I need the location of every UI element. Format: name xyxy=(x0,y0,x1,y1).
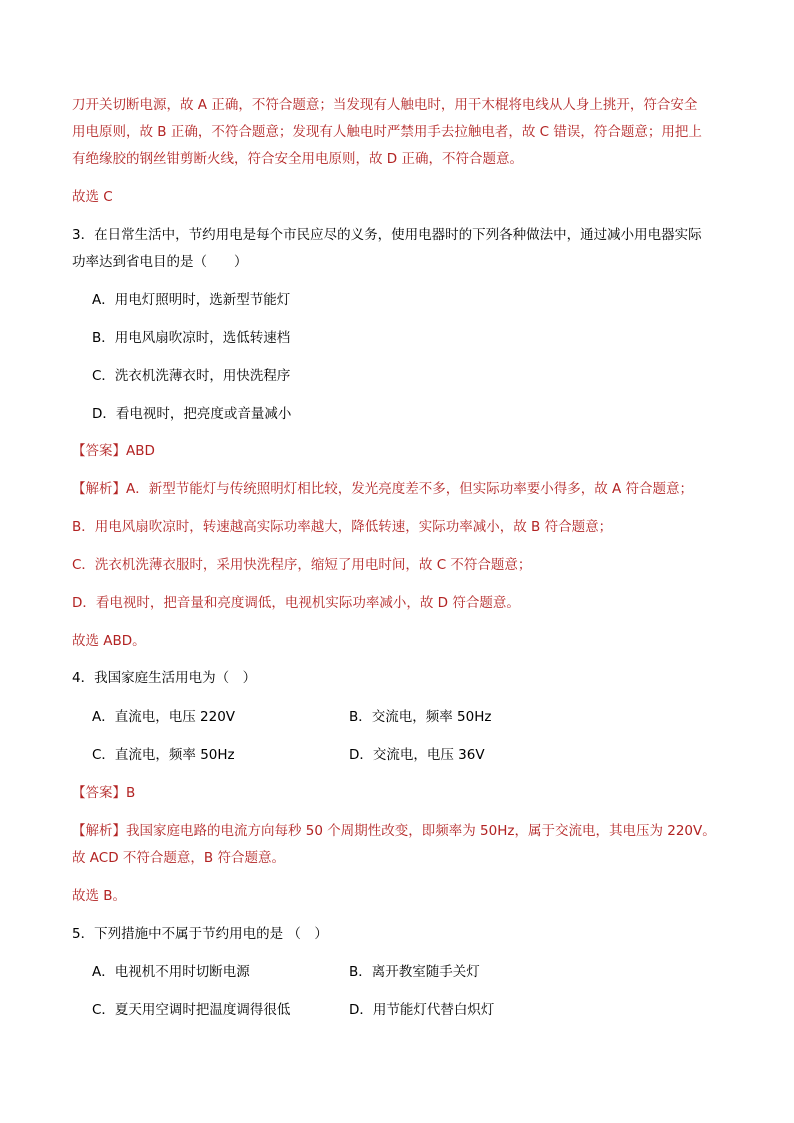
q3-option-b: B．用电风扇吹凉时，选低转速档 xyxy=(92,330,291,346)
q4-option-a: A．直流电，电压 220V xyxy=(92,709,236,725)
q4-answer: 【答案】B xyxy=(72,785,136,801)
q3-stem-line-1: 3．在日常生活中，节约用电是每个市民应尽的义务，使用电器时的下列各种做法中，通过减小用电器实际 xyxy=(72,227,702,243)
q5-stem: 5．下列措施中不属于节约用电的是 （ ） xyxy=(72,926,328,942)
q4-conclusion: 故选 B。 xyxy=(72,888,127,904)
prev-analysis-line-1: 刀开关切断电源，故 A 正确，不符合题意；当发现有人触电时，用干木棍将电线从人身上挑开，符合安全 xyxy=(72,97,698,113)
q3-answer: 【答案】ABD xyxy=(72,443,155,459)
q3-conclusion: 故选 ABD。 xyxy=(72,633,146,649)
q3-stem-line-2: 功率达到省电目的是（ ） xyxy=(72,254,248,270)
q5-option-d: D．用节能灯代替白炽灯 xyxy=(349,1002,495,1018)
q5-option-c: C．夏天用空调时把温度调得很低 xyxy=(92,1002,291,1018)
q3-analysis-line-1: 【解析】A．新型节能灯与传统照明灯相比较，发光亮度差不多，但实际功率要小得多，故 A 符合题意； xyxy=(72,481,694,497)
q4-option-d: D．交流电，电压 36V xyxy=(349,747,485,763)
q4-analysis-line-1: 【解析】我国家庭电路的电流方向每秒 50 个周期性改变，即频率为 50Hz，属于交流电，其电压为 220V。 xyxy=(72,823,716,839)
q5-option-b: B．离开教室随手关灯 xyxy=(349,964,480,980)
q3-option-c: C．洗衣机洗薄衣时，用快洗程序 xyxy=(92,368,291,384)
q5-option-a: A．电视机不用时切断电源 xyxy=(92,964,250,980)
q3-analysis-line-3: C．洗衣机洗薄衣服时，采用快洗程序，缩短了用电时间，故 C 不符合题意； xyxy=(72,557,532,573)
q4-option-b: B．交流电，频率 50Hz xyxy=(349,709,492,725)
q3-option-d: D．看电视时，把亮度或音量减小 xyxy=(92,406,292,422)
prev-analysis-line-3: 有绝缘胶的钢丝钳剪断火线，符合安全用电原则，故 D 正确，不符合题意。 xyxy=(72,151,523,167)
prev-analysis-line-2: 用电原则，故 B 正确，不符合题意；发现有人触电时严禁用手去拉触电者，故 C 错误，符合题意；用把上 xyxy=(72,124,702,140)
q3-analysis-line-4: D．看电视时，把音量和亮度调低，电视机实际功率减小，故 D 符合题意。 xyxy=(72,595,520,611)
q4-analysis-line-2: 故 ACD 不符合题意，B 符合题意。 xyxy=(72,850,285,866)
q4-stem: 4．我国家庭生活用电为（ ） xyxy=(72,670,257,686)
q4-option-c: C．直流电，频率 50Hz xyxy=(92,747,235,763)
q3-option-a: A．用电灯照明时，选新型节能灯 xyxy=(92,292,291,308)
q3-analysis-line-2: B．用电风扇吹凉时，转速越高实际功率越大，降低转速，实际功率减小，故 B 符合题意； xyxy=(72,519,613,535)
prev-conclusion: 故选 C xyxy=(72,189,113,205)
